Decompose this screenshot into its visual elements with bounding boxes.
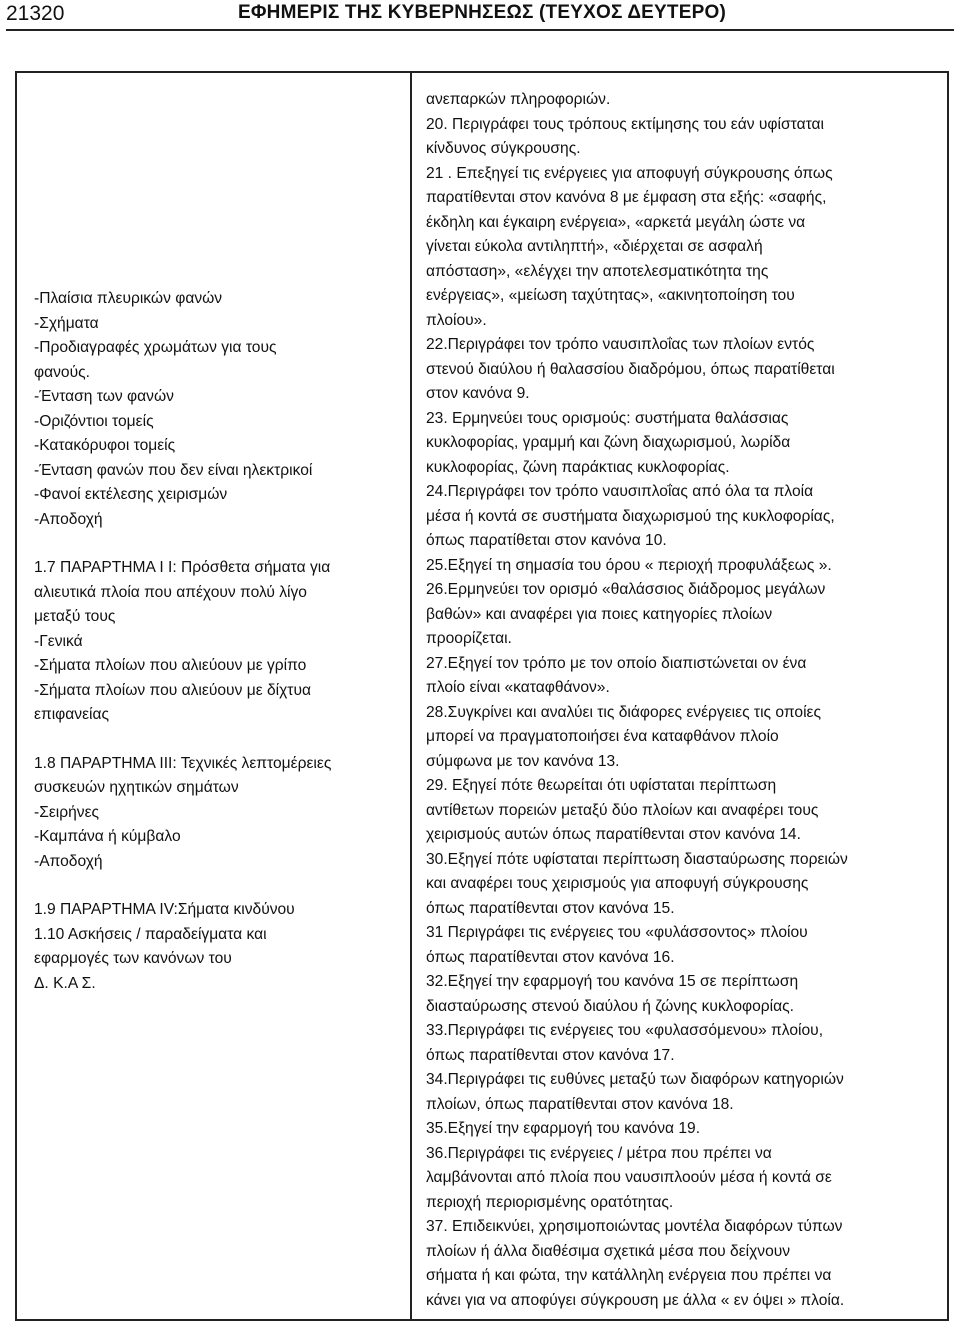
left-column-line: -Αποδοχή [34, 852, 103, 870]
left-column-line: -Σειρήνες [34, 803, 100, 821]
right-column-line: πλοίων, όπως παρατίθενται στον κανόνα 18. [426, 1095, 734, 1113]
right-column-line: 31 Περιγράφει τις ενέργειες του «φυλάσσοντος» πλοίου [426, 924, 808, 941]
left-column-spacer [34, 874, 394, 898]
right-column-line: έκδηλη και έγκαιρη ενέργεια», «αρκετά μεγάλη ώστε να [426, 213, 806, 231]
right-column-line: πλοίου». [426, 311, 487, 329]
right-column-line: όπως παρατίθενται στον κανόνα 15. [426, 899, 675, 917]
right-column-line: όπως παρατίθενται στον κανόνα 16. [426, 948, 675, 966]
right-column-line: 33.Περιγράφει τις ενέργειες του «φυλασσόμενου» πλοίου, [426, 1022, 824, 1039]
left-column-line: φανούς. [34, 363, 90, 381]
right-column-line: 29. Εξηγεί πότε θεωρείται ότι υφίσταται περίπτωση [426, 777, 777, 794]
left-column [34, 287, 394, 996]
left-column-line: -Γενικά [34, 632, 83, 650]
right-column-line: 24.Περιγράφει τον τρόπο ναυσιπλοΐας από όλα τα πλοία [426, 483, 814, 500]
right-column-line: 27.Εξηγεί τον τρόπο με τον οποίο διαπιστώνεται ον ένα [426, 654, 807, 672]
right-column-line: πλοίων ή άλλα διαθέσιμα σχετικά μέσα που δείχνουν [426, 1242, 791, 1260]
left-column-line: -Ένταση των φανών [34, 388, 174, 405]
left-column-line: -Σήματα πλοίων που αλιεύουν με γρίπο [34, 657, 307, 674]
right-column-line: 30.Εξηγεί πότε υφίσταται περίπτωση διασταύρωσης πορειών [426, 850, 848, 868]
left-column-line: 1.8 ΠΑΡΑΡΤΗΜΑ ΙΙΙ: Τεχνικές λεπτομέρειες [34, 754, 332, 772]
right-column-line: 23. Ερμηνεύει τους ορισμούς: συστήματα θαλάσσιας [426, 409, 789, 427]
right-column-line: κίνδυνος σύγκρουσης. [426, 140, 581, 157]
left-column-line: -Αποδοχή [34, 510, 103, 528]
right-column-line: 20. Περιγράφει τους τρόπους εκτίμησης του εάν υφίσταται [426, 115, 824, 133]
right-column-line: γίνεται εύκολα αντιληπτή», «διέρχεται σε ασφαλή [426, 238, 763, 255]
left-column-line: 1.10 Ασκήσεις / παραδείγματα και [34, 925, 267, 943]
right-column-line: 25.Εξηγεί τη σημασία του όρου « περιοχή προφυλάξεως ». [426, 556, 832, 574]
left-column-line: 1.7 ΠΑΡΑΡΤΗΜΑ Ι Ι: Πρόσθετα σήματα για [34, 559, 331, 576]
left-column-spacer [34, 532, 394, 556]
right-column-line: λαμβάνονται από πλοία που ναυσιπλοούν μέσα ή κοντά σε [426, 1169, 832, 1186]
right-column-line: κυκλοφορίας, ζώνη παράκτιας κυκλοφορίας. [426, 458, 730, 476]
left-column-line: επιφανείας [34, 706, 110, 723]
right-column-line: και αναφέρει τους χειρισμούς για αποφυγή σύγκρουσης [426, 875, 809, 892]
right-column-line: 21 . Επεξηγεί τις ενέργειες για αποφυγή σύγκρουσης όπως [426, 164, 833, 182]
left-column-line: -Πλαίσια πλευρικών φανών [34, 290, 223, 307]
right-column-line: 34.Περιγράφει τις ευθύνες μεταξύ των διαφόρων κατηγοριών [426, 1071, 844, 1088]
right-column-line: 28.Συγκρίνει και αναλύει τις διάφορες ενέργειες τις οποίες [426, 703, 821, 721]
left-column-line: -Προδιαγραφές χρωμάτων για τους [34, 339, 277, 356]
right-column-line: όπως παρατίθενται στον κανόνα 17. [426, 1046, 675, 1064]
right-column-line: διασταύρωσης στενού διαύλου ή ζώνης κυκλοφορίας. [426, 997, 794, 1015]
right-column-line: χειρισμούς αυτών όπως παρατίθενται στον κανόνα 14. [426, 826, 801, 843]
page-number: 21320 [6, 2, 65, 25]
right-column-line: σήματα ή και φώτα, την κατάλληλη ενέργεια που πρέπει να [426, 1267, 832, 1284]
right-column-line: στενού διαύλου ή θαλασσίου διαδρόμου, όπως παρατίθεται [426, 360, 835, 378]
header-rule [6, 29, 954, 31]
left-column-line: -Ένταση φανών που δεν είναι ηλεκτρικοί [34, 461, 313, 479]
left-column-line: εφαρμογές των κανόνων του [34, 950, 232, 967]
left-column-line: συσκευών ηχητικών σημάτων [34, 779, 239, 796]
right-column-line: όπως παρατίθεται στον κανόνα 10. [426, 532, 667, 549]
right-column-line: 32.Εξηγεί την εφαρμογή του κανόνα 15 σε περίπτωση [426, 973, 799, 990]
column-divider [410, 71, 412, 1321]
right-column-line: παρατίθενται στον κανόνα 8 με έμφαση στα εξής: «σαφής, [426, 189, 827, 206]
page-header [6, 2, 954, 30]
right-column-line: βαθών» και αναφέρει για ποιες κατηγορίες πλοίων [426, 605, 773, 623]
left-column-line: 1.9 ΠΑΡΑΡΤΗΜΑ ΙV:Σήματα κινδύνου [34, 901, 295, 918]
right-column-line: αντίθετων πορειών μεταξύ δύο πλοίων και αναφέρει τους [426, 801, 819, 819]
right-column-line: κυκλοφορίας, γραμμή και ζώνη διαχωρισμού, λωρίδα [426, 434, 791, 451]
left-column-spacer [34, 728, 394, 752]
gazette-title: ΕΦΗΜΕΡΙΣ ΤΗΣ ΚΥΒΕΡΝΗΣΕΩΣ (ΤΕΥΧΟΣ ΔΕΥΤΕΡΟ) [238, 2, 726, 23]
right-column-line: κάνει για να αποφύγει σύγκρουση με άλλα « εν όψει » πλοία. [426, 1291, 845, 1309]
right-column-line: μέσα ή κοντά σε συστήματα διαχωρισμού της κυκλοφορίας, [426, 507, 835, 525]
right-column-line: 36.Περιγράφει τις ενέργειες / μέτρα που πρέπει να [426, 1144, 772, 1162]
right-column-line: 26.Ερμηνεύει τον ορισμό «θαλάσσιος διάδρομος μεγάλων [426, 581, 826, 598]
left-column-line: -Σχήματα [34, 314, 99, 332]
left-column-line: -Κατακόρυφοι τομείς [34, 437, 176, 454]
left-column-line: μεταξύ τους [34, 608, 116, 625]
right-column-line: στον κανόνα 9. [426, 385, 530, 402]
right-column-line: 37. Επιδεικνύει, χρησιμοποιώντας μοντέλα διαφόρων τύπων [426, 1218, 843, 1235]
left-column-line: -Καμπάνα ή κύμβαλο [34, 828, 181, 845]
right-column-line: πλοίο είναι «καταφθάνον». [426, 679, 610, 696]
left-column-line: αλιευτικά πλοία που απέχουν πολύ λίγο [34, 583, 307, 601]
right-column-line: προορίζεται. [426, 630, 512, 647]
right-column-line: μπορεί να πραγματοποιήσει ένα καταφθάνον πλοίο [426, 728, 779, 745]
left-column-line: -Φανοί εκτέλεσης χειρισμών [34, 486, 228, 503]
left-column-line: -Οριζόντιοι τομείς [34, 412, 154, 430]
left-column-line: Δ. Κ.Α Σ. [34, 974, 96, 992]
right-column-line: σύμφωνα με τον κανόνα 13. [426, 752, 620, 770]
right-column-line: 22.Περιγράφει τον τρόπο ναυσιπλοΐας των πλοίων εντός [426, 336, 815, 353]
right-column-line: 35.Εξηγεί την εφαρμογή του κανόνα 19. [426, 1120, 701, 1137]
right-column-line: ανεπαρκών πληροφοριών. [426, 91, 611, 108]
right-column-line: απόσταση», «ελέγχει την αποτελεσματικότητα της [426, 262, 769, 280]
right-column-line: ενέργειας», «μείωση ταχύτητας», «ακινητοποίηση του [426, 287, 795, 304]
right-column [426, 88, 938, 1313]
left-column-line: -Σήματα πλοίων που αλιεύουν με δίχτυα [34, 681, 312, 699]
right-column-line: περιοχή περιορισμένης ορατότητας. [426, 1193, 674, 1211]
